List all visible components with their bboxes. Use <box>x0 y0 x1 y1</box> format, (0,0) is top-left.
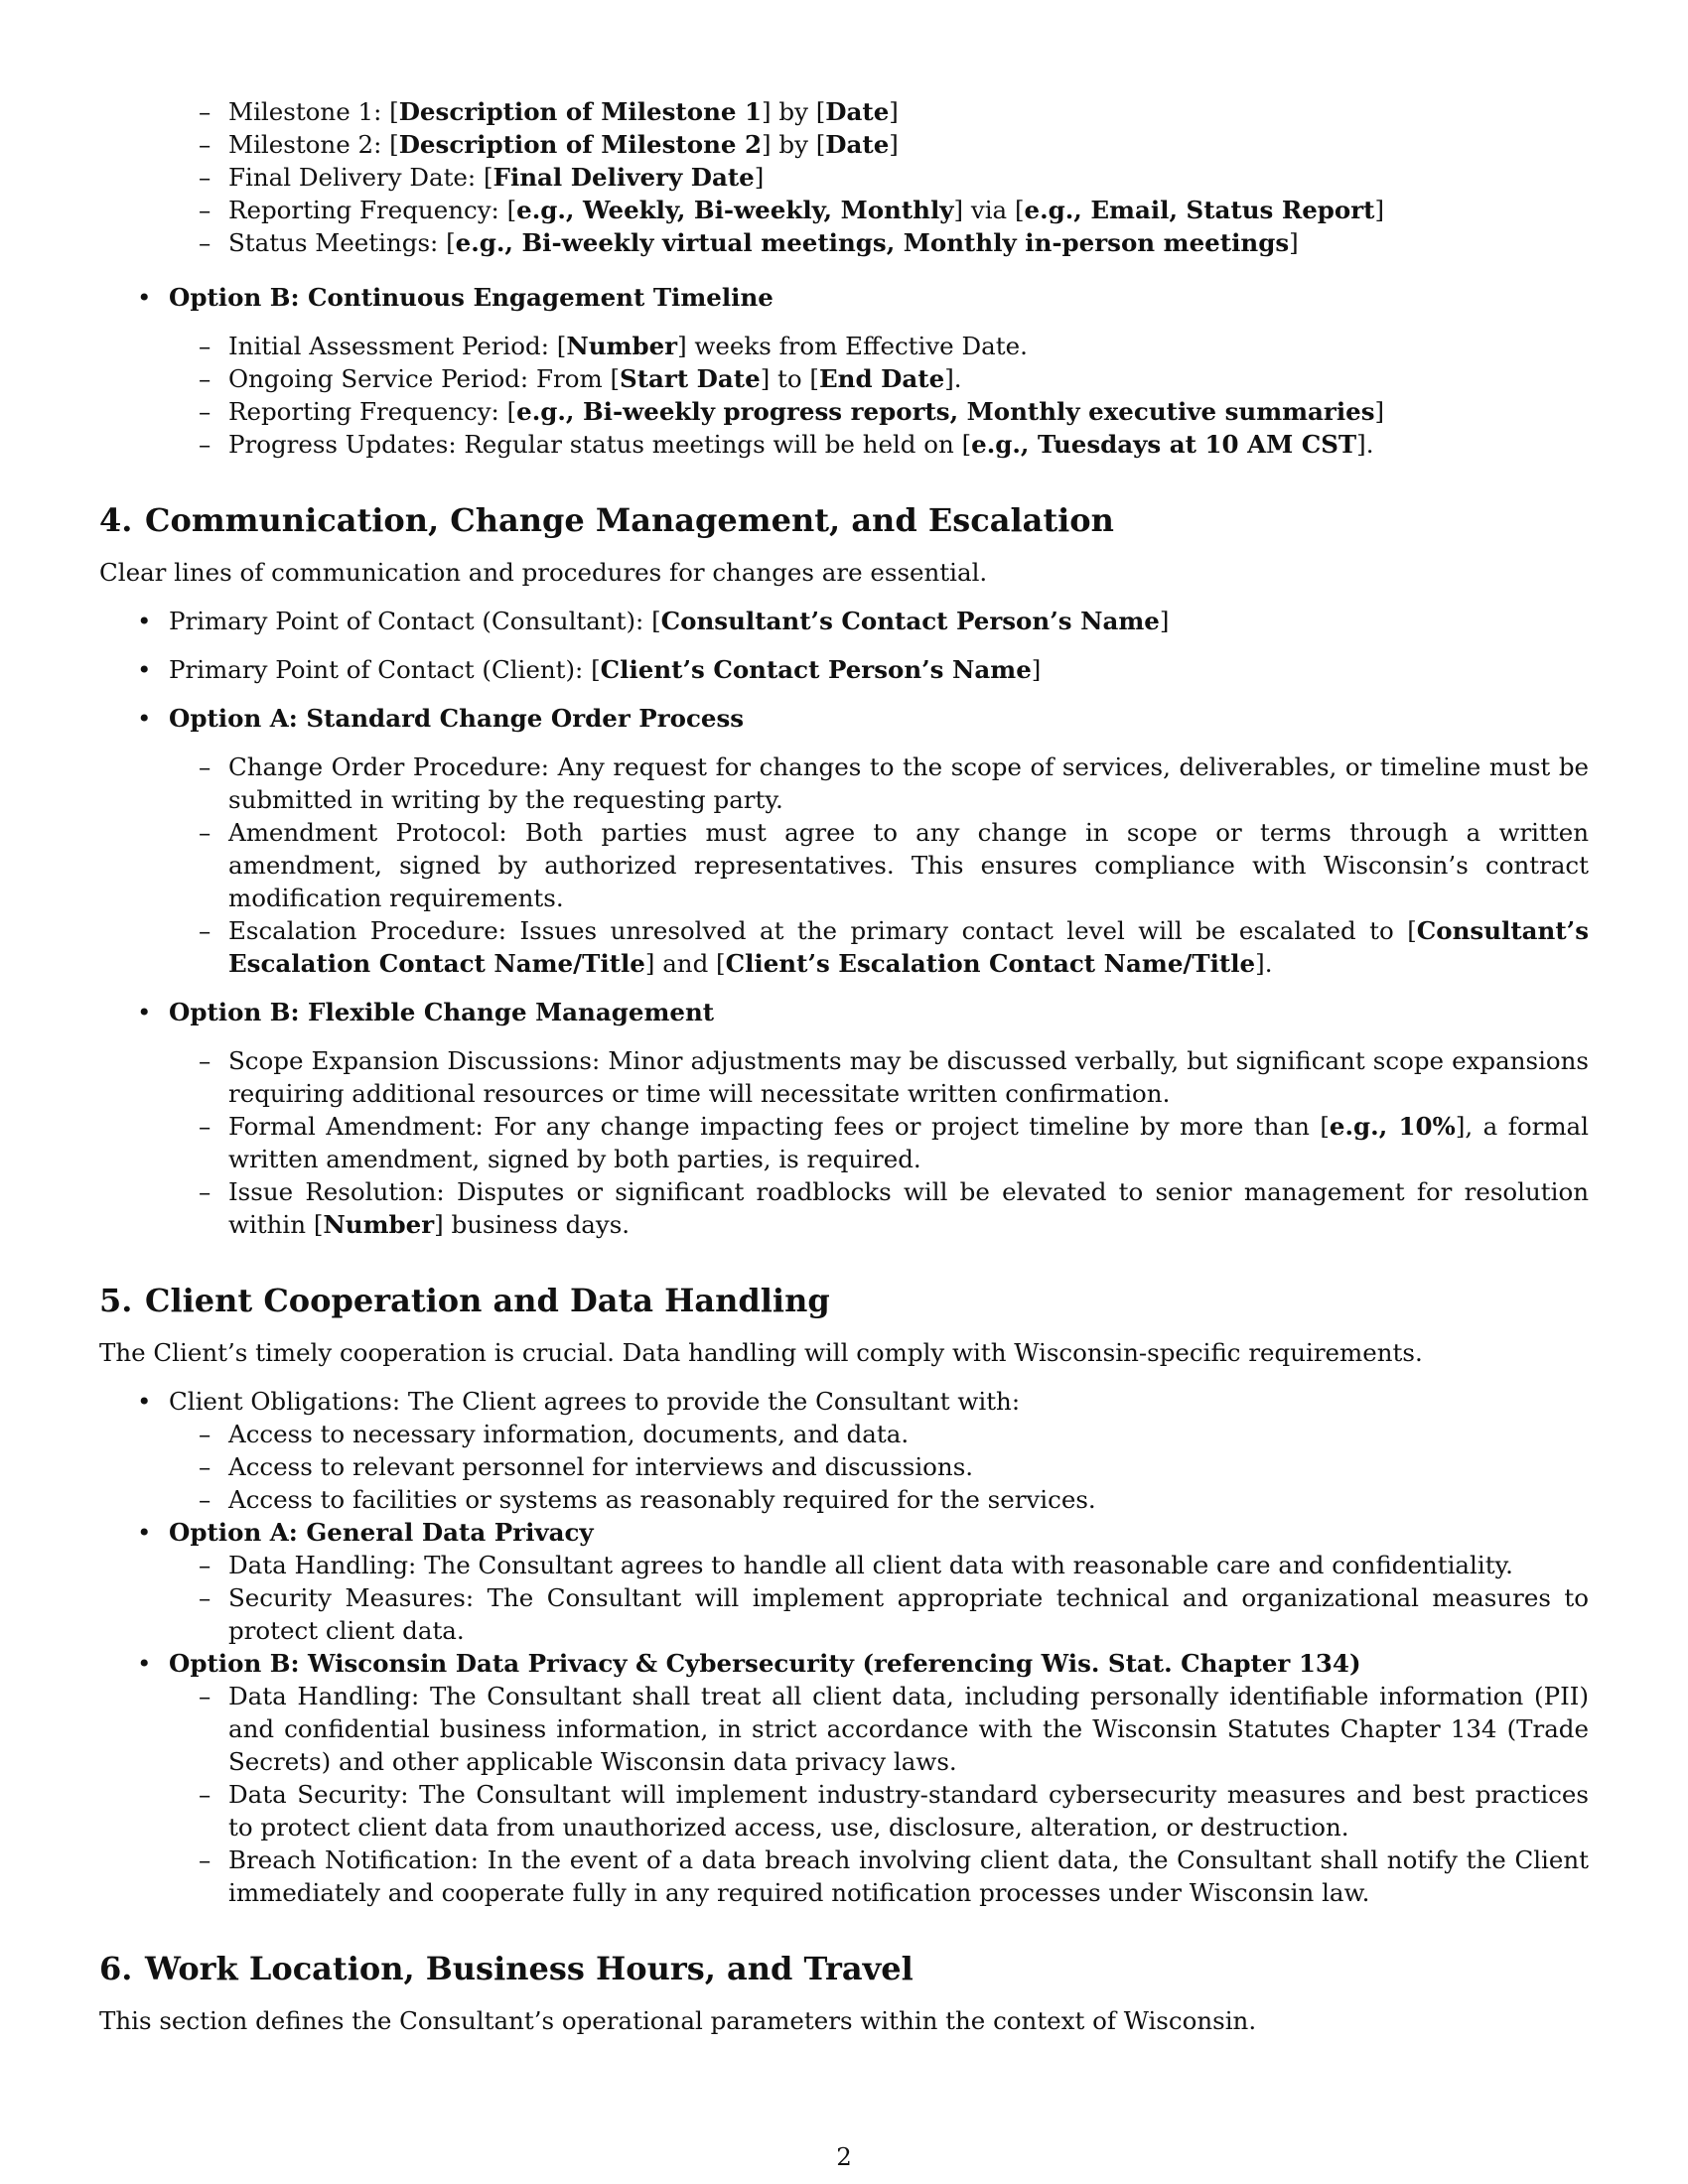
item-label: Status Meetings: <box>228 228 447 257</box>
placeholder-text: Number <box>323 1210 435 1239</box>
section3-option-b-list <box>99 330 1589 461</box>
dash-item <box>99 1843 1589 1909</box>
section5-option-b-list <box>99 1680 1589 1909</box>
item-text: Regular status meetings will be held on [ <box>464 430 972 459</box>
placeholder-text: e.g., Email, Status Report <box>1024 196 1375 224</box>
item-text: The Consultant will implement appropriate technical and organizational measures to protect client data. <box>228 1583 1589 1645</box>
placeholder-text: Final Delivery Date <box>492 163 755 192</box>
item-label: Reporting Frequency: <box>228 196 507 224</box>
placeholder-text: Number <box>566 332 678 360</box>
item-label: Progress Updates: <box>228 430 465 459</box>
item-text: ] <box>1289 228 1299 257</box>
item-text: The Consultant shall treat all client data, including personally identifiable information (PII) and confidential business information, in strict accordance with the Wisconsin Statutes Chapter 134 (Trade Secrets) and other applicable Wisconsin data privacy laws. <box>228 1682 1589 1776</box>
item-label: Reporting Frequency: <box>228 397 507 426</box>
placeholder-text: Date <box>825 130 890 159</box>
section6-heading: 6. Work Location, Business Hours, and Travel <box>99 1950 914 1987</box>
dash-item <box>99 95 1589 128</box>
placeholder-text: e.g., Weekly, Bi-weekly, Monthly <box>516 196 954 224</box>
placeholder-text: e.g., Bi-weekly progress reports, Monthly executive summaries <box>516 397 1375 426</box>
section5-heading: 5. Client Cooperation and Data Handling <box>99 1282 830 1319</box>
item-label: Ongoing Service Period: <box>228 364 536 393</box>
item-text: ] by [ <box>762 130 826 159</box>
item-text: Issues unresolved at the primary contact level will be escalated to [ <box>519 916 1417 945</box>
section5-obligations-list <box>99 1418 1589 1516</box>
dash-item <box>99 1175 1589 1241</box>
dash-item <box>99 428 1589 461</box>
dash-item <box>99 1044 1589 1110</box>
item-text: ] <box>889 97 899 126</box>
item-text: ] <box>1374 196 1385 224</box>
item-label: Milestone 2: <box>228 130 390 159</box>
placeholder-text: Description of Milestone 1 <box>398 97 763 126</box>
item-label: Formal Amendment: <box>228 1112 494 1141</box>
section6-intro: This section defines the Consultant’s operational parameters within the context of Wisconsin. <box>99 2006 1257 2035</box>
contact-item <box>99 605 1589 637</box>
item-text: ] to [ <box>760 364 819 393</box>
contact-item <box>99 653 1589 686</box>
placeholder-text: Date <box>825 97 890 126</box>
item-text: ], a formal written amendment, signed by both parties, is required. <box>228 1112 1589 1173</box>
item-label: Data Handling: <box>228 1551 425 1579</box>
item-label: Milestone 1: <box>228 97 390 126</box>
obligation-item: – Access to facilities or systems as reasonably required for the services. <box>99 1483 1589 1516</box>
section4-heading: 4. Communication, Change Management, and Escalation <box>99 501 1114 539</box>
obligation-item: – Access to necessary information, documents, and data. <box>99 1418 1589 1450</box>
item-text: Minor adjustments may be discussed verbally, but significant scope expansions requiring additional resources or time will necessitate written confirmation. <box>228 1046 1590 1108</box>
item-text: For any change impacting fees or project timeline by more than [ <box>493 1112 1330 1141</box>
item-label: Escalation Procedure: <box>228 916 520 945</box>
item-text: [ <box>446 228 456 257</box>
item-text: [ <box>389 130 399 159</box>
item-text: Any request for changes to the scope of services, deliverables, or timeline must be submitted in writing by the requesting party. <box>228 752 1590 814</box>
dash-item <box>99 330 1589 362</box>
dash-item <box>99 1110 1589 1175</box>
item-text: [ <box>556 332 567 360</box>
item-text: ]. <box>1255 949 1273 978</box>
item-text: In the event of a data breach involving client data, the Consultant shall notify the Client immediately and cooperate fully in any required notification processes under Wisconsin law. <box>228 1845 1589 1907</box>
item-label: Initial Assessment Period: <box>228 332 557 360</box>
placeholder-text: Consultant’s Contact Person’s Name <box>660 607 1160 635</box>
item-text: Both parties must agree to any change in scope or terms through a written amendment, signed by authorized representatives. This ensures compliance with Wisconsin’s contract modification requirements. <box>228 818 1589 912</box>
item-label: Amendment Protocol: <box>228 818 525 847</box>
item-label: Issue Resolution: <box>228 1177 457 1206</box>
placeholder-text: e.g., Tuesdays at 10 AM CST <box>971 430 1357 459</box>
item-label: Primary Point of Contact (Consultant): <box>169 607 652 635</box>
page-number: 2 <box>836 2142 852 2171</box>
placeholder-text: Consultant’s Escalation Contact Name/Title <box>228 916 1589 978</box>
section4-option-b-list <box>99 1044 1589 1241</box>
item-label: Primary Point of Contact (Client): <box>169 655 592 684</box>
section5-option-b-title: • Option B: Wisconsin Data Privacy & Cybersecurity (referencing Wis. Stat. Chapter 134) <box>99 1647 1589 1680</box>
item-label: Data Security: <box>228 1780 420 1809</box>
item-label: Data Handling: <box>228 1682 430 1710</box>
section5-intro: The Client’s timely cooperation is crucial. Data handling will comply with Wisconsin-specific requirements. <box>99 1338 1423 1367</box>
item-label: Breach Notification: <box>228 1845 488 1874</box>
placeholder-text: e.g., Bi-weekly virtual meetings, Monthly in-person meetings <box>455 228 1290 257</box>
placeholder-text: Description of Milestone 2 <box>398 130 763 159</box>
placeholder-text: e.g., 10% <box>1329 1112 1456 1141</box>
item-label: Final Delivery Date: <box>228 163 484 192</box>
dash-item <box>99 128 1589 161</box>
obligation-item: – Access to relevant personnel for interviews and discussions. <box>99 1450 1589 1483</box>
dash-item <box>99 161 1589 194</box>
section5-option-a-list <box>99 1549 1589 1647</box>
item-text: [ <box>483 163 493 192</box>
item-text: The Consultant agrees to handle all client data with reasonable care and confidentiality. <box>424 1551 1513 1579</box>
placeholder-text: End Date <box>819 364 945 393</box>
section4-option-b-title: • Option B: Flexible Change Management <box>99 996 1589 1028</box>
section5-option-a-title: • Option A: General Data Privacy <box>99 1516 1589 1549</box>
item-text: ] and [ <box>644 949 726 978</box>
item-label: Change Order Procedure: <box>228 752 558 781</box>
item-text: ]. <box>1356 430 1374 459</box>
dash-item <box>99 362 1589 395</box>
placeholder-text: Client’s Contact Person’s Name <box>600 655 1032 684</box>
item-text: ] <box>1031 655 1042 684</box>
item-text: ] via [ <box>953 196 1025 224</box>
item-text: [ <box>591 655 601 684</box>
dash-item <box>99 1549 1589 1581</box>
item-label: Security Measures: <box>228 1583 488 1612</box>
item-text: [ <box>506 196 517 224</box>
section4-intro: Clear lines of communication and procedures for changes are essential. <box>99 558 988 587</box>
dash-item <box>99 816 1589 914</box>
item-text: Disputes or significant roadblocks will be elevated to senior management for resolution within [ <box>228 1177 1589 1239</box>
item-text: [ <box>389 97 399 126</box>
item-text: ] <box>889 130 899 159</box>
dash-item <box>99 1680 1589 1778</box>
placeholder-text: Client’s Escalation Contact Name/Title <box>725 949 1256 978</box>
item-label: Scope Expansion Discussions: <box>228 1046 609 1075</box>
item-text: ] by [ <box>762 97 826 126</box>
dash-item <box>99 751 1589 816</box>
section4-option-a-list <box>99 751 1589 980</box>
item-text: ] <box>1374 397 1385 426</box>
item-text: ] business days. <box>434 1210 631 1239</box>
item-text: [ <box>506 397 517 426</box>
section5-obligations-label: • Client Obligations: The Client agrees to provide the Consultant with: <box>99 1385 1589 1418</box>
item-text: From [ <box>535 364 621 393</box>
dash-item <box>99 914 1589 980</box>
item-text: ] <box>754 163 765 192</box>
dash-item <box>99 1778 1589 1843</box>
section3-option-b-title: • Option B: Continuous Engagement Timeline <box>99 281 1589 314</box>
item-text: The Consultant will implement industry-standard cybersecurity measures and best practices to protect client data from unauthorized access, use, disclosure, alteration, or destruction. <box>228 1780 1589 1842</box>
dash-item <box>99 226 1589 259</box>
dash-item <box>99 194 1589 226</box>
placeholder-text: Start Date <box>620 364 761 393</box>
item-text: [ <box>651 607 661 635</box>
section4-contacts <box>99 605 1589 686</box>
document-page <box>99 95 1589 2037</box>
item-text: ] weeks from Effective Date. <box>677 332 1028 360</box>
section3-option-a-list <box>99 95 1589 259</box>
section4-option-a-title: • Option A: Standard Change Order Process <box>99 702 1589 735</box>
dash-item <box>99 1581 1589 1647</box>
item-text: ]. <box>944 364 962 393</box>
item-text: ] <box>1159 607 1170 635</box>
dash-item <box>99 395 1589 428</box>
